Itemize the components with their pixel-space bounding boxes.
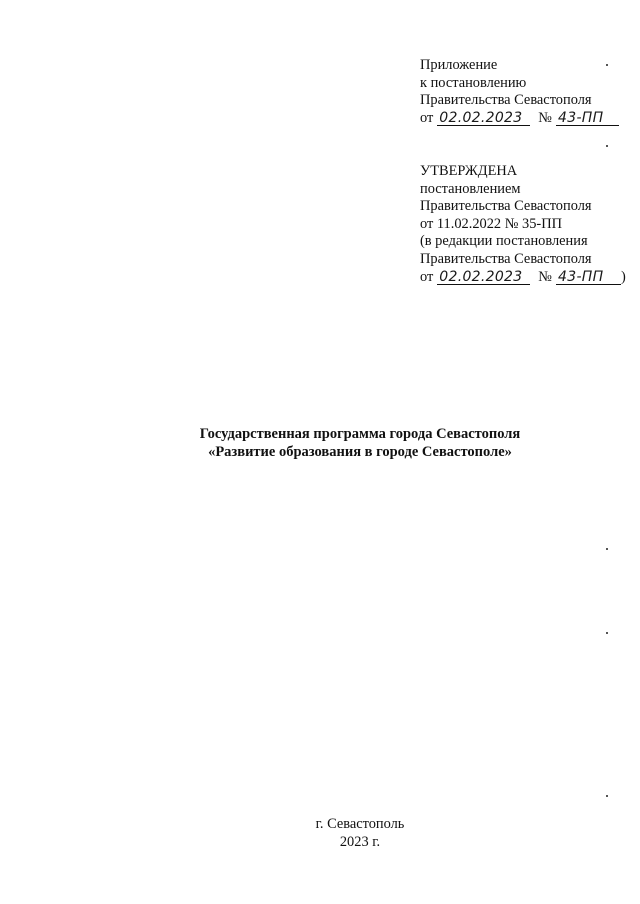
appendix-heading: Приложение xyxy=(420,57,498,73)
document-subtitle: «Развитие образования в городе Севастополе» xyxy=(208,444,512,460)
approval-line: от 11.02.2022 № 35-ПП xyxy=(420,215,563,232)
handwritten-number: 43-ПП xyxy=(556,270,621,285)
approval-date-line xyxy=(420,269,626,287)
handwritten-number: 43-ПП xyxy=(556,111,619,126)
appendix-line: к постановлению xyxy=(420,74,527,91)
approval-line: Правительства Севастополя xyxy=(420,250,592,267)
scan-speck xyxy=(606,795,608,797)
footer-city: г. Севастополь xyxy=(315,816,405,832)
scan-speck xyxy=(606,632,608,634)
from-label: от xyxy=(420,109,434,126)
scan-speck xyxy=(606,145,608,147)
close-paren: ) xyxy=(621,268,626,285)
handwritten-date: 02.02.2023 xyxy=(437,270,530,285)
approval-line: постановлением xyxy=(420,180,521,197)
handwritten-date: 02.02.2023 xyxy=(437,111,530,126)
appendix-block xyxy=(420,57,619,127)
appendix-line: Правительства Севастополя xyxy=(420,92,592,109)
footer-year: 2023 г. xyxy=(339,834,381,850)
approval-heading: УТВЕРЖДЕНА xyxy=(420,163,518,179)
number-sign: № xyxy=(538,268,553,285)
scan-speck xyxy=(606,548,608,550)
approval-line: Правительства Севастополя xyxy=(420,198,592,215)
scan-speck xyxy=(606,64,608,66)
from-label: от xyxy=(420,268,434,285)
approval-block xyxy=(420,163,626,286)
number-sign: № xyxy=(538,109,553,126)
document-title: Государственная программа города Севастополя xyxy=(199,426,521,442)
appendix-date-line xyxy=(420,110,619,128)
approval-line: (в редакции постановления xyxy=(420,233,588,250)
